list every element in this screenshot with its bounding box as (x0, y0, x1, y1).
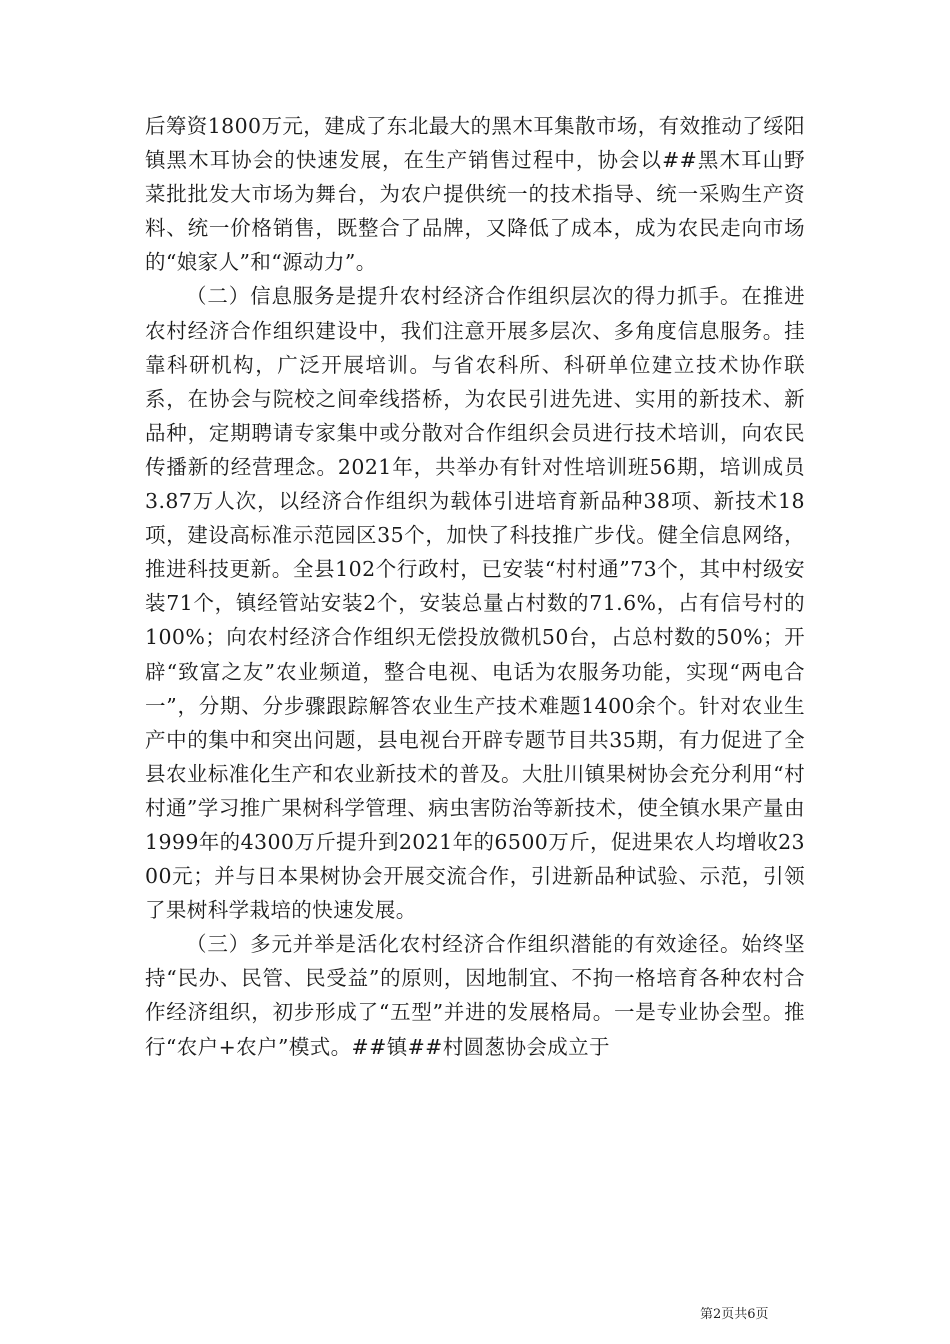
document-body (145, 109, 805, 1064)
paragraph-diversified-approach: （三）多元并举是活化农村经济合作组织潜能的有效途径。始终坚持“民办、民管、民受益”的原则，因地制宜、不拘一格培育各种农村合作经济组织，初步形成了“五型”并进的发展格局。一是专业协会型。推行“农户+农户”模式。##镇##村圆葱协会成立于 (145, 932, 805, 1059)
paragraph-information-service: （二）信息服务是提升农村经济合作组织层次的得力抓手。在推进农村经济合作组织建设中，我们注意开展多层次、多角度信息服务。挂靠科研机构，广泛开展培训。与省农科所、科研单位建立技术协作联系，在协会与院校之间牵线搭桥，为农民引进先进、实用的新技术、新品种，定期聘请专家集中或分散对合作组织会员进行技术培训，向农民传播新的经营理念。2021年，共举办有针对性培训班56期，培训成员3.87万人次，以经济合作组织为载体引进培育新品种38项、新技术18项，建设高标准示范园区35个，加快了科技推广步伐。健全信息网络，推进科技更新。全县102个行政村，已安装“村村通”73个，其中村级安装71个，镇经管站安装2个，安装总量占村数的71.6%，占有信号村的100%；向农村经济合作组织无偿投放微机50台，占总村数的50%；开辟“致富之友”农业频道，整合电视、电话为农服务功能，实现“两电合一”，分期、分步骤跟踪解答农业生产技术难题1400余个。针对农业生产中的集中和突出问题，县电视台开辟专题节目共35期，有力促进了全县农业标准化生产和农业新技术的普及。大肚川镇果树协会充分利用“村村通”学习推广果树科学管理、病虫害防治等新技术，使全镇水果产量由1999年的4300万斤提升到2021年的6500万斤，促进果农人均增收2300元；并与日本果树协会开展交流合作，引进新品种试验、示范，引领了果树科学栽培的快速发展。 (145, 284, 805, 923)
paragraph-continued: 后筹资1800万元，建成了东北最大的黑木耳集散市场，有效推动了绥阳镇黑木耳协会的快速发展，在生产销售过程中，协会以##黑木耳山野菜批批发大市场为舞台，为农户提供统一的技术指导、统一采购生产资料、统一价格销售，既整合了品牌，又降低了成本，成为农民走向市场的“娘家人”和“源动力”。 (145, 114, 805, 275)
page-number-footer: 第2页共6页 (700, 1307, 769, 1322)
